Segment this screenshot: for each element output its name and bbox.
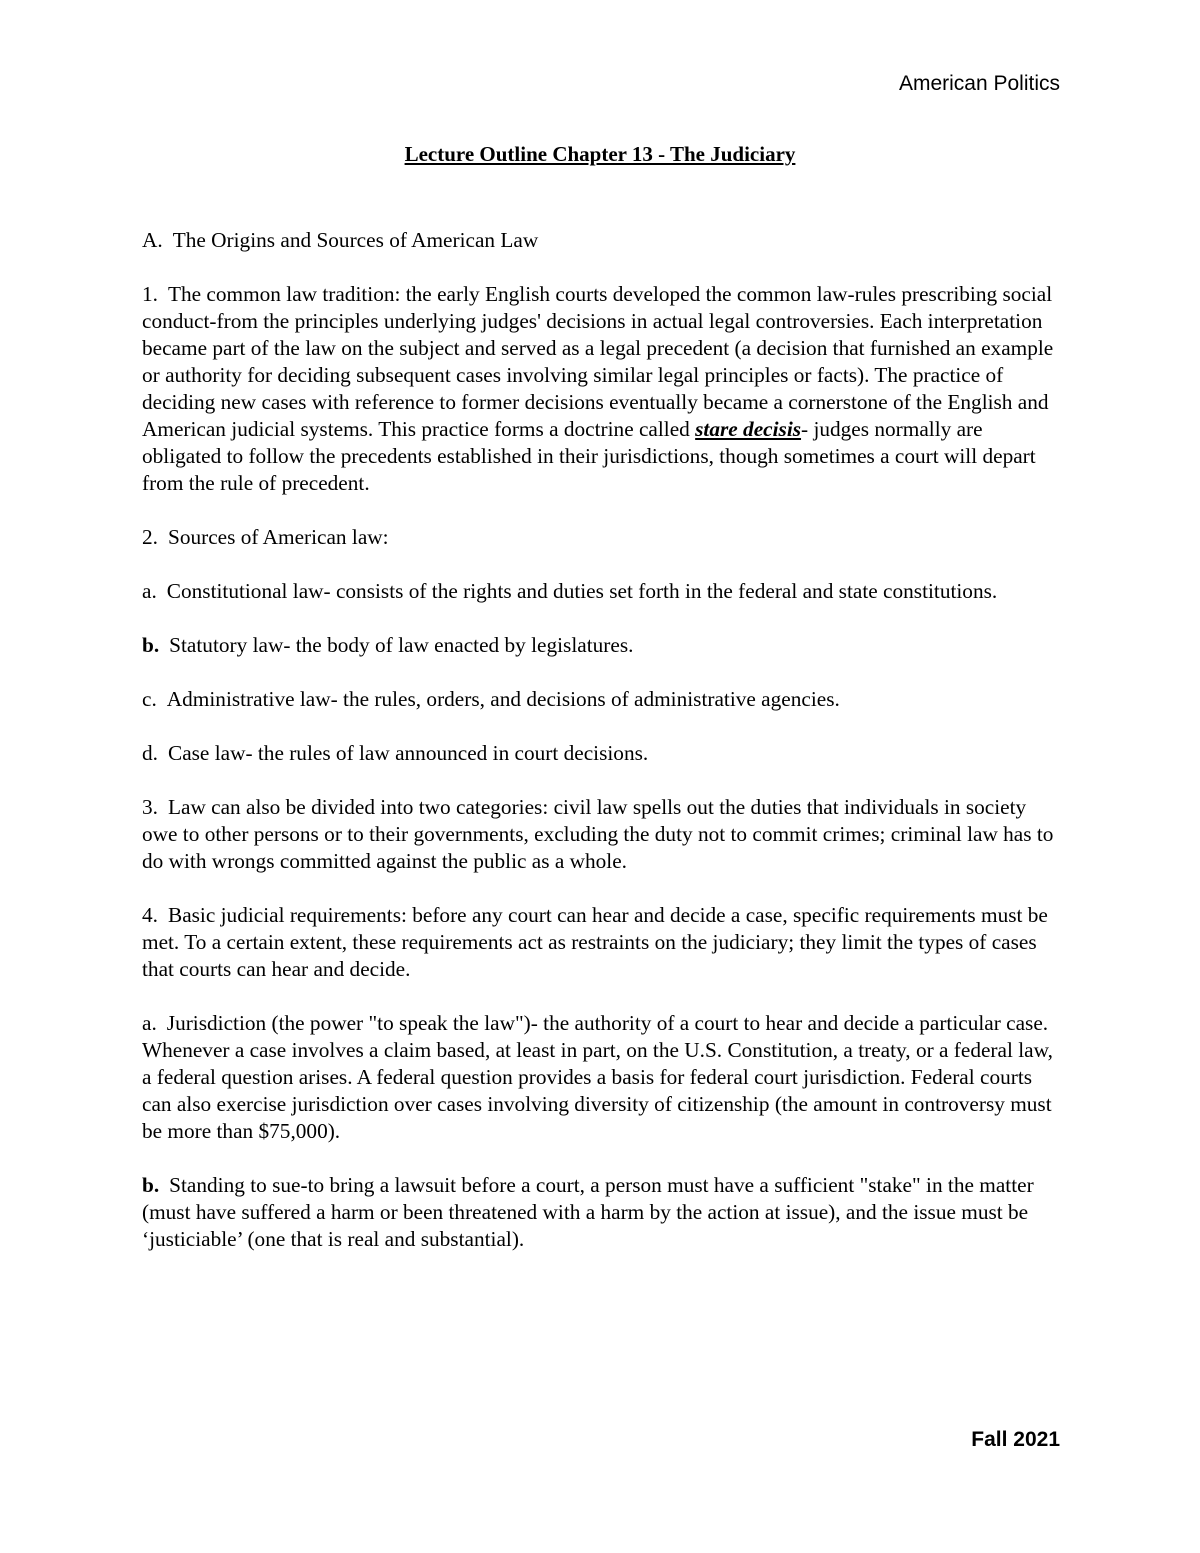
term-footer: Fall 2021: [971, 1428, 1060, 1451]
item-marker: c.: [142, 687, 157, 711]
paragraph-text: Statutory law- the body of law enacted by legislatures.: [169, 633, 634, 657]
paragraph-text: Law can also be divided into two categories: civil law spells out the duties that individuals in society owe to other persons or to their governments, excluding the duty not to commit crimes; criminal law has to do with wrongs committed against the public as a whole.: [142, 795, 1054, 873]
paragraph-2c: [142, 686, 1062, 713]
paragraph-4b: [142, 1172, 1062, 1253]
section-heading-text: The Origins and Sources of American Law: [172, 228, 539, 252]
course-header: American Politics: [898, 72, 1060, 95]
paragraph-2d: [142, 740, 1062, 767]
outline-body: [142, 227, 1062, 1280]
paragraph-1: [142, 281, 1062, 497]
item-marker: 1.: [142, 282, 158, 306]
paragraph-text: Sources of American law:: [167, 525, 389, 549]
paragraph-2b: [142, 632, 1062, 659]
paragraph-4a: [142, 1010, 1062, 1145]
paragraph-text: Constitutional law- consists of the rights and duties set forth in the federal and state constitutions.: [166, 579, 998, 603]
paragraph-3: [142, 794, 1062, 875]
item-marker: b.: [142, 633, 160, 657]
paragraph-text: judges normally are obligated to follow the precedents established in their jurisdictions, though sometimes a court will depart from the rule of precedent.: [142, 417, 1036, 495]
paragraph-text: Case law- the rules of law announced in court decisions.: [167, 741, 649, 765]
item-marker: a.: [142, 579, 157, 603]
item-marker: a.: [142, 1011, 157, 1035]
item-marker: b.: [142, 1173, 160, 1197]
paragraph-text: Administrative law- the rules, orders, and decisions of administrative agencies.: [166, 687, 840, 711]
paragraph-text: The common law tradition: the early English courts developed the common law-rules prescribing social conduct-from the principles underlying judges' decisions in actual legal controversies. Each interpretation became part of the law on the subject and served as a legal precedent (a decision that furnished an example or authority for deciding subsequent cases involving similar legal principles or facts). The practice of deciding new cases with reference to former decisions eventually became a cornerstone of the English and American judicial systems. This practice forms a doctrine called: [142, 282, 1054, 441]
term-suffix: -: [801, 417, 809, 441]
paragraph-text: Jurisdiction (the power "to speak the law")- the authority of a court to hear and decide a particular case. Whenever a case involves a claim based, at least in part, on the U.S. Constitution, a treaty, or a federal law, a federal question arises. A federal question provides a basis for federal court jurisdiction. Federal courts can also exercise jurisdiction over cases involving diversity of citizenship (the amount in controversy must be more than $75,000).: [142, 1011, 1053, 1143]
item-marker: 2.: [142, 525, 158, 549]
item-marker: 4.: [142, 903, 158, 927]
section-a-heading: [142, 227, 1062, 254]
paragraph-text: Standing to sue-to bring a lawsuit before a court, a person must have a sufficient "stake" in the matter (must have suffered a harm or been threatened with a harm by the action at issue), and the issue must be ‘justiciable’ (one that is real and substantial).: [142, 1173, 1034, 1251]
paragraph-2a: [142, 578, 1062, 605]
paragraph-2: [142, 524, 1062, 551]
paragraph-text: Basic judicial requirements: before any court can hear and decide a case, specific requirements must be met. To a certain extent, these requirements act as restraints on the judiciary; they limit the types of cases that courts can hear and decide.: [142, 903, 1048, 981]
section-marker: A.: [142, 228, 163, 252]
stare-decisis-term: stare decisis: [695, 417, 802, 441]
paragraph-4: [142, 902, 1062, 983]
page-title: Lecture Outline Chapter 13 - The Judiciary: [404, 142, 796, 166]
item-marker: d.: [142, 741, 158, 765]
item-marker: 3.: [142, 795, 158, 819]
